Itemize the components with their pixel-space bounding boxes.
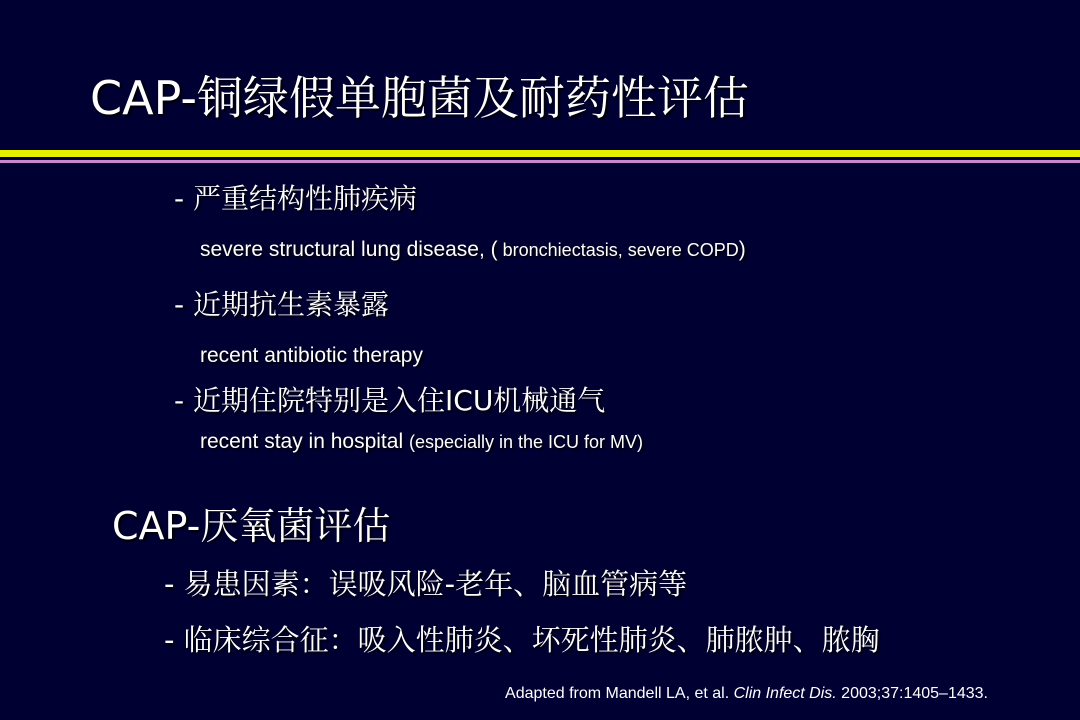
section-title-anaerobes: CAP-厌氧菌评估: [112, 504, 391, 548]
risk-item-hospital-stay: - 近期住院特别是入住ICU机械通气: [174, 384, 606, 417]
risk-item-hospital-stay-en: [200, 428, 643, 456]
title-underline-pink: [0, 160, 1080, 163]
title-underline-yellow: [0, 150, 1080, 157]
citation-journal: Clin Infect Dis.: [733, 685, 837, 702]
risk-item-antibiotic-exposure-en: recent antibiotic therapy: [200, 344, 423, 367]
risk-item-en-detail: bronchiectasis, severe COPD: [497, 240, 739, 260]
citation-suffix: 2003;37:1405–1433.: [836, 685, 988, 702]
risk-item-en-detail: (especially in the ICU for MV): [408, 432, 644, 452]
risk-item-antibiotic-exposure: - 近期抗生素暴露: [174, 288, 390, 321]
citation: [505, 683, 988, 705]
risk-item-structural-lung-disease-en: [200, 236, 746, 264]
risk-item-en-main: severe structural lung disease, (: [200, 238, 498, 261]
risk-item-structural-lung-disease: - 严重结构性肺疾病: [174, 182, 418, 215]
citation-prefix: Adapted from Mandell LA, et al.: [505, 685, 734, 702]
slide-title: CAP-铜绿假单胞菌及耐药性评估: [90, 71, 749, 125]
anaerobe-item-risk-factors: - 易患因素：误吸风险-老年、脑血管病等: [164, 567, 688, 601]
anaerobe-item-clinical-syndromes: - 临床综合征：吸入性肺炎、坏死性肺炎、肺脓肿、脓胸: [164, 623, 880, 657]
risk-item-en-main: recent stay in hospital: [200, 430, 409, 453]
risk-item-en-close: ): [738, 238, 746, 261]
